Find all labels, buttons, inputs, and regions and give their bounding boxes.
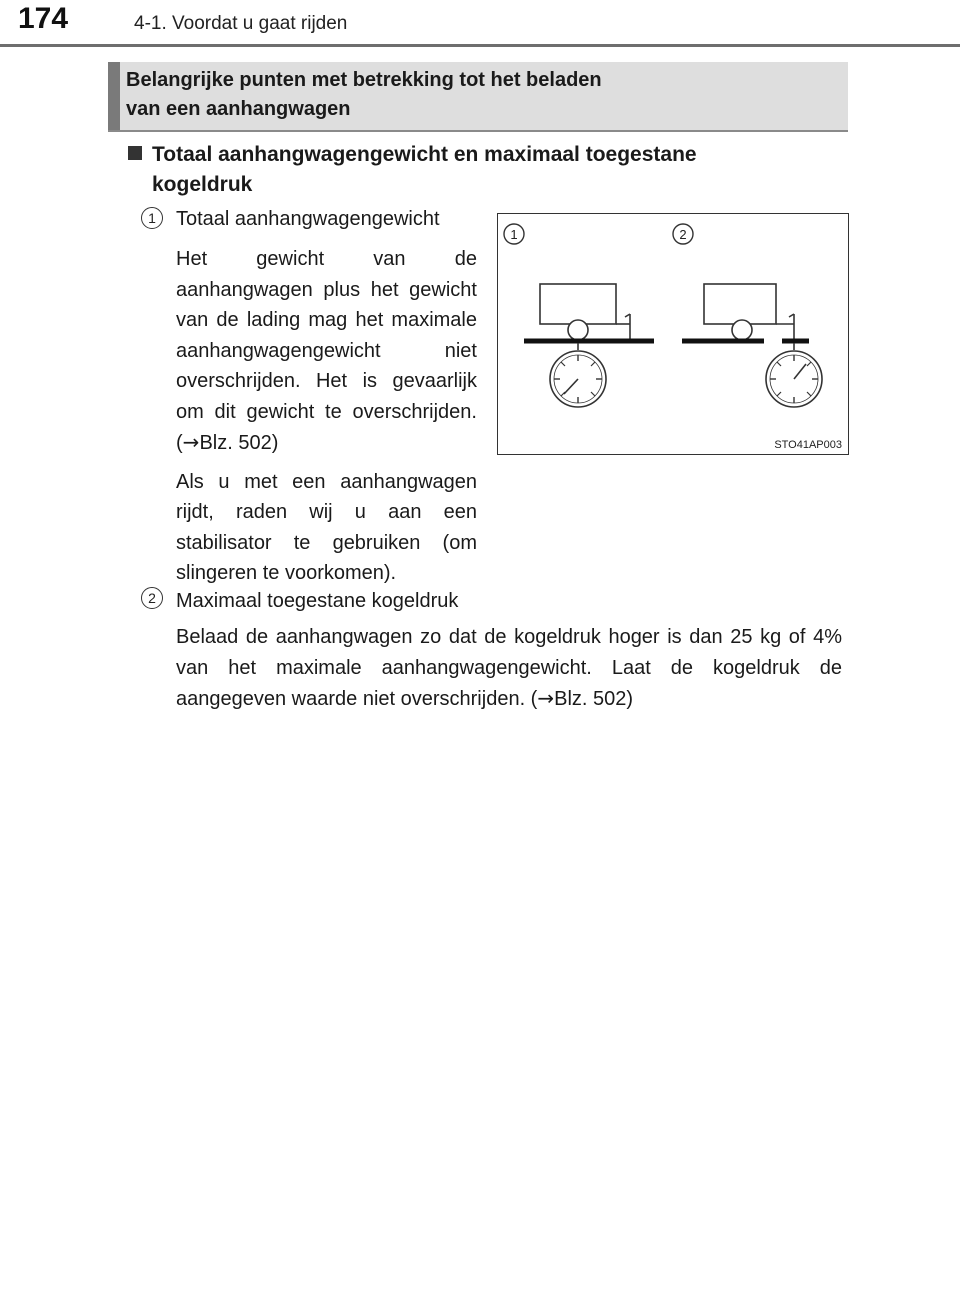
trailer-left-icon	[524, 284, 654, 350]
chapter-title: 4-1. Voordat u gaat rijden	[134, 13, 348, 34]
header-divider	[0, 44, 960, 47]
figure-label-2: 2	[679, 227, 687, 242]
figure-id: STO41AP003	[774, 439, 842, 451]
subheading-line2: kogeldruk	[152, 173, 253, 196]
item-number-2: 2	[141, 587, 163, 609]
subheading	[128, 140, 828, 200]
section-title-line2: van een aanhangwagen	[126, 98, 351, 120]
section-title	[126, 66, 826, 124]
scale-gauge-right-icon	[766, 351, 822, 407]
arrow-icon: →	[537, 686, 555, 710]
section-title-bar	[108, 62, 120, 130]
item-body-2	[176, 622, 842, 715]
arrow-icon: →	[182, 430, 200, 454]
section-title-line1: Belangrijke punten met betrekking tot het beladen	[126, 69, 602, 91]
square-bullet-icon	[128, 146, 142, 160]
section-title-box	[108, 62, 848, 132]
trailer-right-icon	[682, 284, 809, 350]
subheading-line1: Totaal aanhangwagengewicht en maximaal toegestane	[152, 143, 697, 166]
item-1-paragraph-2: Als u met een aanhangwagen rijdt, raden wij u aan een stabilisator te gebruiken (om slingeren te voorkomen).	[176, 470, 477, 584]
figure-label-1: 1	[510, 227, 518, 242]
page-number: 174	[18, 2, 69, 35]
item-body-1	[176, 244, 477, 589]
scale-gauge-left-icon	[550, 351, 606, 407]
trailer-weight-figure	[497, 213, 849, 455]
trailer-scale-illustration	[498, 214, 848, 454]
item-2-paragraph-1: Belaad de aanhangwagen zo dat de kogeldruk hoger is dan 25 kg of 4% van het maximale aanhangwagengewicht. Laat de kogeldruk de aangegeven waarde niet overschrijden. (→Blz. 502)	[176, 626, 842, 710]
item-title-1: Totaal aanhangwagengewicht	[176, 208, 440, 230]
item-1-paragraph-1: Het gewicht van de aanhangwagen plus het gewicht van de lading mag het maximale aanhangwagengewicht niet overschrijden. Het is gevaarlijk om dit gewicht te overschrijden. (→Blz. 502)	[176, 248, 477, 454]
item-number-1: 1	[141, 207, 163, 229]
item-title-2: Maximaal toegestane kogeldruk	[176, 590, 459, 612]
